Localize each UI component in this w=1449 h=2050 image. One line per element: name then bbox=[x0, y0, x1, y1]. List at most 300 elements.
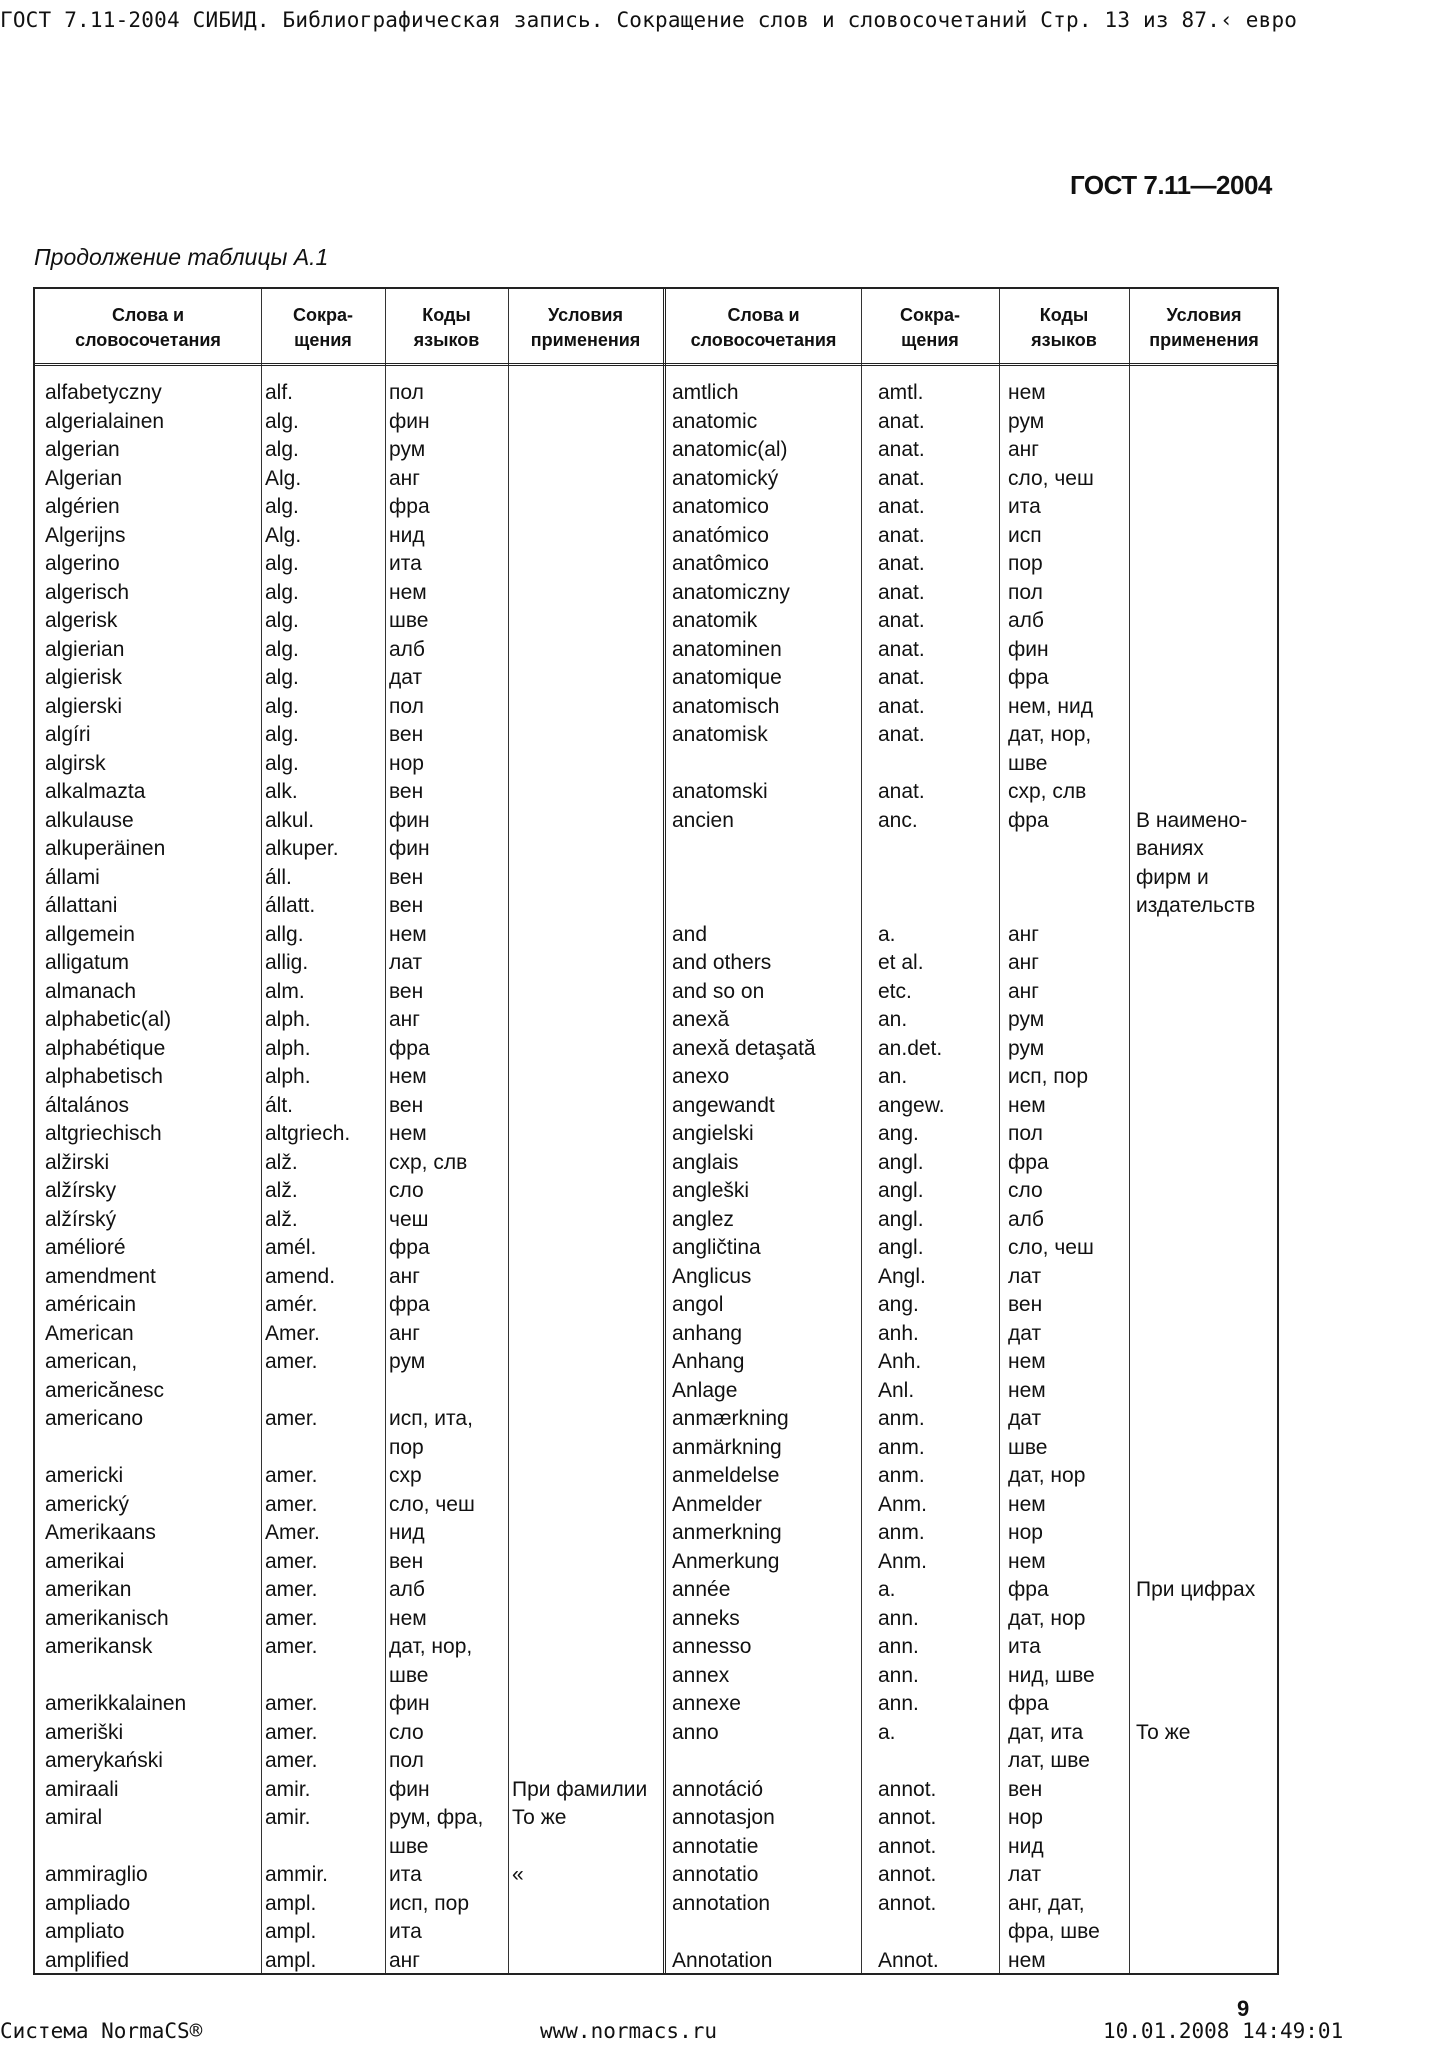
cell-word: ammiraglio bbox=[45, 1863, 148, 1886]
cell-word: amélioré bbox=[45, 1236, 126, 1259]
cell-lang: вен bbox=[389, 780, 424, 803]
cell-lang: фин bbox=[1008, 637, 1049, 661]
cell-word: americký bbox=[45, 1492, 130, 1516]
cell-word: anatomisch bbox=[672, 694, 780, 718]
table-row bbox=[35, 408, 1277, 437]
cell-word: algérien bbox=[45, 495, 120, 518]
cell-word: Anmelder bbox=[672, 1492, 762, 1516]
table-row bbox=[35, 1320, 1277, 1349]
column-header: Сокра- щения bbox=[899, 305, 960, 350]
cell-word: altgriechisch bbox=[45, 1122, 162, 1145]
cell-abbr: amer. bbox=[265, 1492, 318, 1516]
cell-word: anneks bbox=[672, 1606, 740, 1630]
cell-lang: рум bbox=[1008, 409, 1045, 433]
table-row bbox=[35, 1405, 1277, 1434]
cell-lang: исп, пор bbox=[1008, 1065, 1089, 1088]
cell-lang: фра bbox=[389, 1236, 430, 1259]
cell-word: alžírský bbox=[45, 1207, 117, 1231]
cell-lang: анг bbox=[389, 1948, 420, 1972]
cell-abbr: amer. bbox=[265, 1635, 318, 1658]
cell-abbr: alf. bbox=[265, 381, 294, 404]
cell-lang: нор bbox=[1008, 1806, 1043, 1829]
cell-word: anexo bbox=[672, 1065, 730, 1088]
cell-word: anexă detaşată bbox=[672, 1036, 816, 1060]
table-row bbox=[35, 864, 1277, 893]
cell-lang: шве bbox=[1008, 1435, 1048, 1459]
cell-lang: ита bbox=[389, 552, 422, 575]
table-row bbox=[35, 1092, 1277, 1121]
cell-word: amerikanisch bbox=[45, 1606, 169, 1630]
cell-word: angleški bbox=[672, 1179, 750, 1202]
table-row bbox=[35, 1861, 1277, 1890]
table-row bbox=[35, 1348, 1277, 1377]
cell-lang: пол bbox=[1008, 580, 1043, 604]
table-row bbox=[35, 1747, 1277, 1776]
cell-abbr: anat. bbox=[878, 552, 925, 575]
cell-abbr: alg. bbox=[265, 580, 299, 604]
cell-abbr: ann. bbox=[878, 1606, 919, 1630]
cell-word: alkalmazta bbox=[45, 780, 146, 803]
cell-word: Anglicus bbox=[672, 1264, 752, 1288]
cell-abbr: Amer. bbox=[265, 1521, 320, 1544]
cell-lang: вен bbox=[389, 979, 424, 1003]
cell-abbr: alph. bbox=[265, 1065, 311, 1088]
cell-word: american, bbox=[45, 1350, 138, 1373]
cell-word: anatomic(al) bbox=[672, 438, 788, 461]
cell-lang: анг bbox=[1008, 922, 1039, 946]
table-row bbox=[35, 1035, 1277, 1064]
table-row bbox=[35, 1149, 1277, 1178]
cell-abbr: állatt. bbox=[265, 894, 316, 917]
cell-abbr: anh. bbox=[878, 1321, 919, 1345]
cell-word: alkulause bbox=[45, 808, 134, 832]
cell-word: American bbox=[45, 1321, 134, 1345]
cell-lang: фра bbox=[389, 1293, 430, 1316]
cell-word: allgemein bbox=[45, 922, 135, 946]
cell-lang: пол bbox=[389, 381, 424, 404]
table-row bbox=[35, 1519, 1277, 1548]
table-row bbox=[35, 1120, 1277, 1149]
column-header: Условия применения bbox=[530, 305, 641, 350]
table-row bbox=[35, 1662, 1277, 1691]
table-row bbox=[35, 835, 1277, 864]
cell-abbr: Angl. bbox=[878, 1264, 926, 1288]
cell-word: algierski bbox=[45, 694, 123, 718]
table-row bbox=[35, 978, 1277, 1007]
cell-word: alžirski bbox=[45, 1150, 110, 1174]
cell-abbr: annot. bbox=[878, 1891, 937, 1915]
cell-abbr: amer. bbox=[265, 1464, 318, 1487]
cell-abbr: Amer. bbox=[265, 1321, 320, 1345]
table-row bbox=[35, 1776, 1277, 1805]
cell-lang: дат bbox=[1008, 1407, 1042, 1430]
table-row bbox=[35, 579, 1277, 608]
cell-lang: исп, пор bbox=[389, 1891, 470, 1915]
cell-word: anexă bbox=[672, 1008, 730, 1031]
cell-word: anatômico bbox=[672, 552, 769, 575]
cell-lang: схр, слв bbox=[389, 1150, 468, 1174]
table-row bbox=[35, 664, 1277, 693]
cell-abbr: annot. bbox=[878, 1834, 937, 1858]
cell-abbr: ampl. bbox=[265, 1891, 317, 1915]
cell-lang: анг bbox=[1008, 979, 1039, 1003]
cell-word: annotatio bbox=[672, 1863, 759, 1886]
cell-abbr: anat. bbox=[878, 780, 925, 803]
cell-lang: схр bbox=[389, 1464, 422, 1487]
cell-lang: нем bbox=[389, 1606, 427, 1630]
cell-word: amtlich bbox=[672, 381, 739, 404]
cell-abbr: alg. bbox=[265, 409, 299, 433]
table-row bbox=[35, 1177, 1277, 1206]
cell-abbr: amer. bbox=[265, 1407, 318, 1430]
print-footer bbox=[0, 2016, 1449, 2046]
cell-abbr: Anm. bbox=[878, 1549, 928, 1573]
cell-lang: пол bbox=[1008, 1122, 1043, 1145]
cell-lang: нор bbox=[389, 751, 424, 775]
cell-abbr: anat. bbox=[878, 495, 925, 518]
cell-word: anatómico bbox=[672, 523, 769, 547]
cell-lang: алб bbox=[1008, 1207, 1044, 1231]
cell-lang: схр, слв bbox=[1008, 780, 1087, 803]
cell-condition: ваниях bbox=[1136, 837, 1204, 860]
cell-abbr: ált. bbox=[265, 1093, 294, 1117]
cell-abbr: angl. bbox=[878, 1150, 924, 1174]
cell-lang: чеш bbox=[389, 1207, 429, 1231]
column-header: Коды языков bbox=[413, 305, 480, 350]
table-row bbox=[35, 1063, 1277, 1092]
cell-word: americano bbox=[45, 1407, 144, 1430]
cell-lang: нем bbox=[389, 1065, 427, 1088]
cell-abbr: etc. bbox=[878, 979, 912, 1003]
cell-abbr: angl. bbox=[878, 1207, 924, 1231]
table-row bbox=[35, 1491, 1277, 1520]
cell-abbr: alg. bbox=[265, 751, 299, 775]
abbreviation-table bbox=[33, 287, 1279, 1975]
cell-lang: нем, нид bbox=[1008, 694, 1093, 718]
cell-word: általános bbox=[45, 1093, 130, 1117]
cell-word: amiraali bbox=[45, 1777, 119, 1801]
cell-lang: сло, чеш bbox=[389, 1492, 475, 1516]
cell-lang: вен bbox=[1008, 1777, 1043, 1801]
cell-abbr: amer. bbox=[265, 1692, 318, 1715]
cell-word: almanach bbox=[45, 979, 137, 1003]
cell-condition: « bbox=[512, 1863, 524, 1886]
table-continuation-caption: Продолжение таблицы А.1 bbox=[34, 244, 329, 270]
table-row bbox=[35, 949, 1277, 978]
cell-lang: лат bbox=[1008, 1863, 1042, 1886]
cell-abbr: annot. bbox=[878, 1806, 937, 1829]
cell-lang: рум, фра, bbox=[389, 1806, 484, 1829]
cell-lang: анг bbox=[389, 1321, 420, 1345]
cell-abbr: anc. bbox=[878, 808, 918, 832]
cell-word: anatomik bbox=[672, 609, 758, 632]
table-row bbox=[35, 721, 1277, 750]
table-row bbox=[35, 1918, 1277, 1947]
cell-abbr: anm. bbox=[878, 1521, 925, 1544]
cell-word: américain bbox=[45, 1293, 137, 1316]
cell-lang: рум bbox=[389, 438, 426, 461]
cell-abbr: anm. bbox=[878, 1435, 925, 1459]
cell-lang: вен bbox=[389, 865, 424, 889]
cell-lang: дат, нор bbox=[1008, 1464, 1086, 1487]
cell-abbr: alg. bbox=[265, 495, 299, 518]
cell-abbr: Anm. bbox=[878, 1492, 928, 1516]
cell-abbr: ammir. bbox=[265, 1863, 328, 1886]
cell-abbr: ang. bbox=[878, 1293, 919, 1316]
cell-lang: вен bbox=[389, 894, 424, 917]
cell-word: amendment bbox=[45, 1264, 156, 1288]
cell-lang: исп bbox=[1008, 523, 1042, 547]
cell-word: algirsk bbox=[45, 751, 106, 775]
table-row bbox=[35, 921, 1277, 950]
cell-lang: шве bbox=[389, 609, 429, 632]
cell-abbr: alph. bbox=[265, 1036, 311, 1060]
cell-word: algerisk bbox=[45, 609, 118, 632]
cell-word: alligatum bbox=[45, 951, 130, 974]
cell-lang: фин bbox=[389, 1692, 430, 1715]
cell-lang: шве bbox=[1008, 751, 1048, 775]
cell-lang: вен bbox=[1008, 1293, 1043, 1316]
cell-abbr: alg. bbox=[265, 723, 299, 746]
table-body bbox=[35, 379, 1277, 1975]
cell-word: ancien bbox=[672, 808, 734, 832]
cell-abbr: alž. bbox=[265, 1150, 298, 1174]
cell-word: Algerijns bbox=[45, 523, 126, 547]
cell-word: anmeldelse bbox=[672, 1464, 780, 1487]
cell-abbr: amér. bbox=[265, 1293, 318, 1316]
table-row bbox=[35, 807, 1277, 836]
cell-lang: нем bbox=[1008, 381, 1046, 404]
cell-word: annex bbox=[672, 1663, 730, 1687]
footer-system-name: Система NormaCS® bbox=[0, 2019, 203, 2043]
cell-word: állami bbox=[45, 865, 100, 889]
cell-abbr: alkuper. bbox=[265, 837, 339, 860]
cell-lang: вен bbox=[389, 723, 424, 746]
cell-condition: издательств bbox=[1136, 894, 1256, 917]
cell-abbr: anat. bbox=[878, 409, 925, 433]
cell-word: année bbox=[672, 1578, 731, 1601]
cell-abbr: alg. bbox=[265, 637, 299, 661]
cell-abbr: allg. bbox=[265, 922, 304, 946]
cell-abbr: angl. bbox=[878, 1179, 924, 1202]
cell-abbr: alg. bbox=[265, 552, 299, 575]
cell-abbr: amend. bbox=[265, 1264, 336, 1288]
cell-lang: нем bbox=[1008, 1350, 1046, 1373]
cell-lang: анг bbox=[389, 1008, 420, 1031]
cell-lang: фра bbox=[1008, 808, 1049, 832]
table-row bbox=[35, 892, 1277, 921]
cell-lang: анг bbox=[1008, 951, 1039, 974]
cell-word: algerialainen bbox=[45, 409, 165, 433]
cell-word: anatomski bbox=[672, 780, 768, 803]
cell-lang: алб bbox=[1008, 609, 1044, 632]
cell-word: algíri bbox=[45, 723, 91, 746]
cell-lang: лат, шве bbox=[1008, 1749, 1090, 1772]
cell-abbr: ampl. bbox=[265, 1948, 317, 1972]
cell-word: alfabetyczny bbox=[45, 381, 162, 404]
table-row bbox=[35, 750, 1277, 779]
cell-abbr: alkul. bbox=[265, 808, 315, 832]
cell-abbr: a. bbox=[878, 1720, 896, 1744]
cell-word: and so on bbox=[672, 979, 765, 1003]
cell-abbr: a. bbox=[878, 922, 896, 946]
cell-condition: То же bbox=[512, 1806, 567, 1829]
table-row bbox=[35, 522, 1277, 551]
cell-word: ampliado bbox=[45, 1891, 131, 1915]
cell-abbr: anat. bbox=[878, 723, 925, 746]
cell-word: anatomisk bbox=[672, 723, 768, 746]
cell-word: anmärkning bbox=[672, 1435, 782, 1459]
cell-word: amerykański bbox=[45, 1749, 163, 1772]
cell-lang: фра, шве bbox=[1008, 1920, 1100, 1943]
cell-lang: фин bbox=[389, 808, 430, 832]
cell-lang: шве bbox=[389, 1663, 429, 1687]
cell-lang: ита bbox=[1008, 1635, 1041, 1658]
cell-word: americănesc bbox=[45, 1378, 165, 1402]
cell-word: algierisk bbox=[45, 666, 123, 689]
cell-word: annotatie bbox=[672, 1834, 759, 1858]
footer-url: www.normacs.ru bbox=[540, 2019, 718, 2043]
cell-word: anno bbox=[672, 1720, 719, 1744]
cell-word: amerikansk bbox=[45, 1635, 153, 1658]
cell-lang: лат bbox=[1008, 1264, 1042, 1288]
cell-lang: вен bbox=[389, 1093, 424, 1117]
cell-lang: пол bbox=[389, 1749, 424, 1772]
cell-abbr: Anh. bbox=[878, 1350, 922, 1373]
cell-abbr: amer. bbox=[265, 1549, 318, 1573]
cell-lang: нем bbox=[1008, 1093, 1046, 1117]
table-row bbox=[35, 693, 1277, 722]
cell-word: Anhang bbox=[672, 1350, 745, 1373]
cell-word: angličtina bbox=[672, 1236, 761, 1259]
cell-lang: нем bbox=[389, 580, 427, 604]
table-row bbox=[35, 379, 1277, 408]
cell-word: Amerikaans bbox=[45, 1521, 156, 1544]
cell-abbr: alž. bbox=[265, 1179, 298, 1202]
cell-lang: фин bbox=[389, 409, 430, 433]
cell-lang: алб bbox=[389, 637, 425, 661]
cell-lang: дат, нор bbox=[1008, 1606, 1086, 1630]
cell-word: Annotation bbox=[672, 1948, 773, 1972]
cell-lang: нем bbox=[1008, 1549, 1046, 1573]
cell-lang: фра bbox=[1008, 1692, 1049, 1715]
table-row bbox=[35, 1605, 1277, 1634]
cell-lang: дат, ита bbox=[1008, 1720, 1084, 1744]
cell-word: anatomico bbox=[672, 495, 769, 518]
cell-word: anatominen bbox=[672, 637, 782, 661]
cell-lang: нид bbox=[1008, 1834, 1044, 1858]
cell-abbr: Annot. bbox=[878, 1948, 939, 1972]
table-row bbox=[35, 1690, 1277, 1719]
cell-abbr: amer. bbox=[265, 1578, 318, 1601]
cell-lang: нем bbox=[1008, 1492, 1046, 1516]
cell-word: anglais bbox=[672, 1150, 739, 1174]
cell-abbr: a. bbox=[878, 1578, 896, 1601]
cell-word: ameriški bbox=[45, 1720, 124, 1744]
table-row bbox=[35, 1434, 1277, 1463]
cell-word: annotáció bbox=[672, 1777, 764, 1801]
cell-lang: нем bbox=[389, 922, 427, 946]
column-header: Слова и словосочетания bbox=[690, 305, 837, 350]
cell-word: állattani bbox=[45, 894, 118, 917]
cell-abbr: ann. bbox=[878, 1635, 919, 1658]
cell-word: amerikai bbox=[45, 1549, 125, 1573]
cell-condition: При фамилии bbox=[512, 1777, 648, 1801]
cell-lang: фин bbox=[389, 837, 430, 860]
cell-word: alkuperäinen bbox=[45, 837, 166, 860]
table-row bbox=[35, 1548, 1277, 1577]
cell-word: americki bbox=[45, 1464, 124, 1487]
cell-lang: сло bbox=[1008, 1179, 1043, 1202]
table-row bbox=[35, 1462, 1277, 1491]
browser-print-header: ГОСТ 7.11-2004 СИБИД. Библиографическая запись. Сокращение слов и словосочетаний Стр. 13 из 87.‹ евро bbox=[0, 8, 1298, 32]
cell-lang: сло bbox=[389, 1179, 424, 1202]
cell-lang: пор bbox=[389, 1435, 424, 1459]
cell-lang: фра bbox=[1008, 1150, 1049, 1174]
table-row bbox=[35, 1947, 1277, 1976]
cell-abbr: an. bbox=[878, 1065, 908, 1088]
cell-abbr: alg. bbox=[265, 609, 299, 632]
cell-abbr: alg. bbox=[265, 694, 299, 718]
cell-abbr: anat. bbox=[878, 523, 925, 547]
cell-lang: фин bbox=[389, 1777, 430, 1801]
document-designation: ГОСТ 7.11—2004 bbox=[1070, 170, 1272, 200]
cell-abbr: amer. bbox=[265, 1720, 318, 1744]
cell-condition: При цифрах bbox=[1136, 1578, 1256, 1601]
cell-abbr: annot. bbox=[878, 1863, 937, 1886]
cell-abbr: anat. bbox=[878, 637, 925, 661]
cell-lang: фра bbox=[389, 1036, 430, 1060]
table-row bbox=[35, 1234, 1277, 1263]
cell-abbr: anm. bbox=[878, 1407, 925, 1430]
cell-word: Anlage bbox=[672, 1378, 738, 1402]
cell-abbr: ang. bbox=[878, 1122, 919, 1145]
cell-word: anatomic bbox=[672, 409, 758, 433]
cell-abbr: angew. bbox=[878, 1093, 945, 1117]
cell-lang: анг bbox=[389, 1264, 420, 1288]
table-row bbox=[35, 607, 1277, 636]
column-header: Условия применения bbox=[1149, 305, 1259, 350]
cell-lang: сло, чеш bbox=[1008, 1236, 1094, 1259]
cell-abbr: an.det. bbox=[878, 1036, 943, 1060]
cell-abbr: altgriech. bbox=[265, 1122, 351, 1145]
cell-abbr: an. bbox=[878, 1008, 908, 1031]
header-separator bbox=[35, 363, 1277, 366]
cell-lang: исп, ита, bbox=[389, 1407, 473, 1430]
cell-word: amplified bbox=[45, 1948, 130, 1972]
cell-abbr: Alg. bbox=[265, 523, 302, 547]
cell-word: angielski bbox=[672, 1122, 754, 1145]
cell-abbr: anat. bbox=[878, 466, 925, 490]
cell-abbr: anat. bbox=[878, 666, 925, 689]
cell-word: anatomický bbox=[672, 466, 779, 490]
cell-word: anatomique bbox=[672, 666, 782, 689]
table-row bbox=[35, 465, 1277, 494]
cell-abbr: amer. bbox=[265, 1749, 318, 1772]
table-row bbox=[35, 636, 1277, 665]
table-row bbox=[35, 1576, 1277, 1605]
column-header: Сокра- щения bbox=[292, 305, 353, 350]
table-row bbox=[35, 550, 1277, 579]
cell-abbr: alk. bbox=[265, 780, 298, 803]
cell-abbr: amir. bbox=[265, 1777, 311, 1801]
cell-lang: нем bbox=[389, 1122, 427, 1145]
cell-word: alphabétique bbox=[45, 1036, 166, 1060]
cell-lang: лат bbox=[389, 951, 423, 974]
cell-lang: алб bbox=[389, 1578, 425, 1601]
table-row bbox=[35, 493, 1277, 522]
cell-lang: пол bbox=[389, 694, 424, 718]
